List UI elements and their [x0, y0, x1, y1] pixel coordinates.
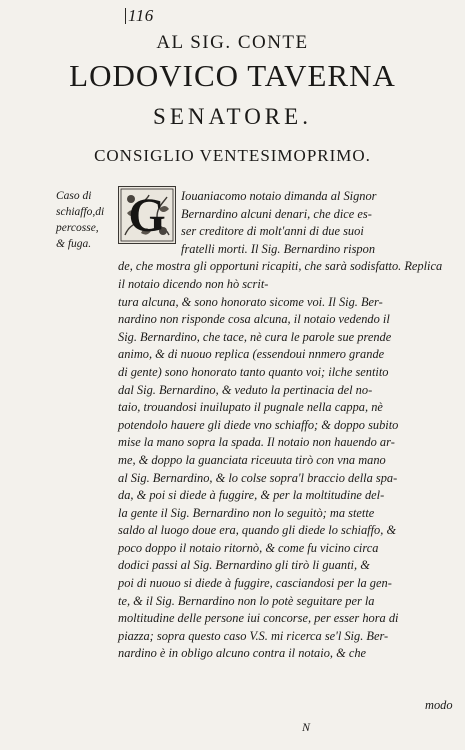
text-line: Bernardino alcuni denari, che dice es-	[181, 206, 372, 221]
margin-note-line: Caso di	[56, 190, 92, 202]
text-line: Iouaniacomo notaio dimanda al Signor	[181, 189, 377, 203]
text-line: de, che mostra gli opportuni ricapiti, che sarà sodisfatto. Replica il notaio dicendo non hò scrit-	[118, 259, 443, 291]
dedicatee-name: LODOVICO TAVERNA	[69, 58, 396, 93]
text-line: nardino non risponde cosa alcuna, il notaio vedendo il	[118, 312, 390, 327]
text-line: moltitudine delle persone iui concorse, per esser hora di	[118, 611, 399, 626]
text-line: dal Sig. Bernardino, & veduto la pertinacia del no-	[118, 382, 373, 397]
page-number: 116	[128, 6, 154, 25]
text-line: taio, trouandosi inuilupato il pugnale nella cappa, nè	[118, 400, 383, 415]
text-line: saldo al luogo doue era, quando gli diede lo schiaffo, &	[118, 523, 397, 538]
margin-rule	[125, 8, 126, 24]
drop-cap-letter: G	[128, 188, 166, 242]
text-line: mise la mano sopra la spada. Il notaio non hauendo ar-	[118, 435, 395, 450]
margin-note-line: schiaffo,di	[56, 206, 105, 218]
body-paragraph	[118, 188, 446, 663]
margin-note-line: & fuga.	[56, 238, 92, 250]
text-line: al Sig. Bernardino, & lo colse sopra'l braccio della spa-	[118, 470, 398, 485]
text-line: piazza; sopra questo caso V.S. mi ricerca se'l Sig. Ber-	[118, 628, 389, 643]
text-line: di gente) sono honorato tanto quanto voi; ilche sentito	[118, 364, 389, 379]
text-line: me, & doppo la guanciata riceuuta tirò con vna mano	[118, 452, 386, 467]
catchword: N	[302, 720, 311, 734]
text-line: dodici passi al Sig. Bernardino gli tirò li guanti, &	[118, 558, 370, 573]
text-line: potendolo hauere gli diede vno schiaffo; & doppo subito	[118, 417, 399, 432]
text-line: Sig. Bernardino, che tace, nè cura le parole sue prende	[118, 329, 392, 344]
text-line: poi di nuouo si diede à fuggire, casciandosi per la gen-	[118, 576, 392, 591]
text-line: ser creditore di molt'anni di due suoi	[181, 224, 364, 239]
text-line: la gente il Sig. Bernardino non lo seguitò; ma stette	[118, 505, 375, 520]
text-line: animo, & di nuouo replica (essendoui nnmero grande	[118, 347, 385, 362]
text-line: te, & il Sig. Bernardino non lo potè seguitare per la	[118, 593, 375, 608]
dedication-line: AL SIG. CONTE	[156, 32, 309, 53]
text-line: da, & poi si diede à fuggire, & per la moltitudine del-	[118, 488, 385, 503]
margin-note	[56, 188, 126, 252]
text-line: poco doppo il notaio ritornò, & come fu vicino circa	[118, 540, 379, 555]
text-line: tura alcuna, & sono honorato sicome voi. Il Sig. Ber-	[118, 294, 383, 309]
dedicatee-title: SENATORE.	[153, 104, 312, 129]
margin-note-line: percosse,	[56, 222, 99, 234]
section-heading: CONSIGLIO VENTESIMOPRIMO.	[94, 146, 371, 165]
text-line: fratelli morti. Il Sig. Bernardino rispon	[181, 241, 376, 256]
text-line: nardino è in obligo alcuno contra il notaio, & che	[118, 646, 367, 661]
line-end-word: modo	[425, 698, 453, 712]
